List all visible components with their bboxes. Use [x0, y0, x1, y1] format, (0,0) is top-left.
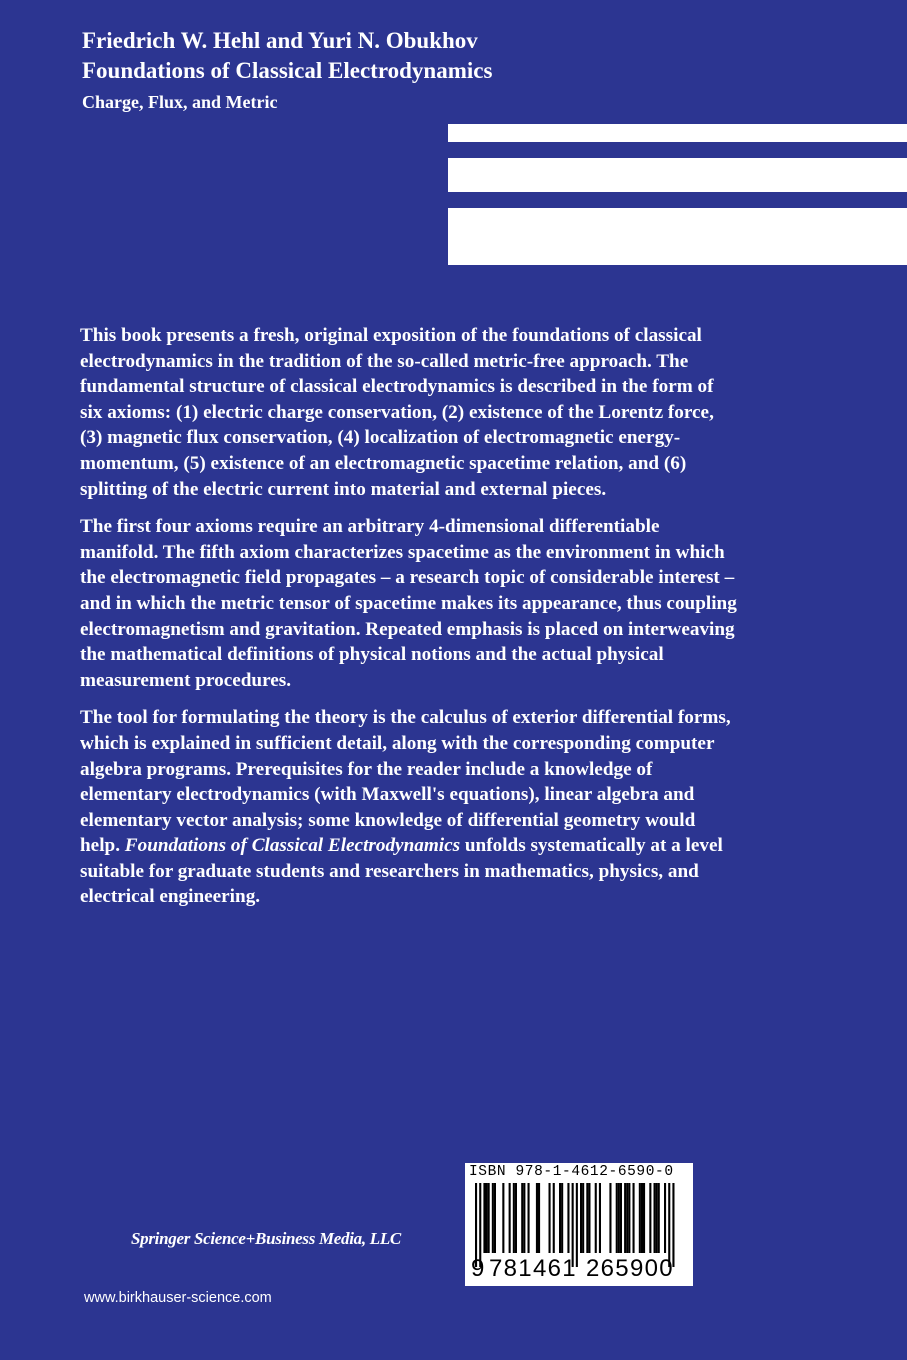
- barcode-bar: [567, 1183, 569, 1253]
- book-title: Foundations of Classical Electrodynamics: [82, 58, 493, 83]
- barcode-bar: [521, 1183, 523, 1253]
- decorative-stripe-2: [448, 158, 907, 192]
- isbn-label: ISBN 978-1-4612-6590-0: [469, 1164, 674, 1180]
- barcode-bar: [620, 1183, 622, 1253]
- paragraph-3-italic-title: Foundations of Classical Electrodynamics: [124, 835, 461, 857]
- barcode-digit-group-1: 781461: [489, 1255, 577, 1282]
- paragraph-3-text-a: The tool for formulating the theory is the calculus of exterior differential forms, which is explained in sufficient detail, along with the corresponding computer algebra programs. Prerequisites for the reader include a knowledge of elementary electrodynamics (with Maxwell's equations), linear algebra and elementary vector analysis; some knowledge of differential geometry would help.: [80, 707, 731, 857]
- description-paragraph-2: The first four axioms require an arbitrary 4-dimensional differentiable manifold. The fifth axiom characterizes spacetime as the environment in which the electromagnetic field propagates – a research topic of considerable interest – and in which the metric tensor of spacetime makes its appearance, thus coupling electromagnetism and gravitation. Repeated emphasis is placed on interweaving the mathematical definitions of physical notions and the actual physical measurement procedures.: [80, 516, 737, 691]
- barcode-bar: [515, 1183, 517, 1253]
- publisher-website: www.birkhauser-science.com: [84, 1290, 272, 1306]
- barcode-bar: [618, 1183, 620, 1253]
- barcode-bar: [523, 1183, 525, 1253]
- isbn-barcode: [465, 1163, 693, 1286]
- barcode-bar: [656, 1183, 658, 1253]
- barcode-bar: [641, 1183, 643, 1253]
- barcode-digit-group-2: 265900: [586, 1255, 674, 1282]
- barcode-bar: [586, 1183, 588, 1253]
- barcode-bar: [502, 1183, 504, 1253]
- decorative-stripe-1: [448, 124, 907, 142]
- barcode-bar: [528, 1183, 530, 1253]
- barcode-bar: [549, 1183, 551, 1253]
- barcode-bar: [492, 1183, 494, 1253]
- barcode-bar: [626, 1183, 628, 1253]
- book-subtitle: Charge, Flux, and Metric: [82, 92, 278, 112]
- barcode-bar: [580, 1183, 582, 1253]
- barcode-bar: [599, 1183, 601, 1253]
- barcode-bar: [582, 1183, 584, 1253]
- barcode-bar: [509, 1183, 511, 1253]
- barcode-bar: [609, 1183, 611, 1253]
- barcode-bar: [633, 1183, 635, 1253]
- paragraph-3-text-b: unfolds systematically at a level suitable for graduate students and researchers in mathematics, physics, and electrical engineering.: [80, 835, 723, 908]
- description-paragraph-3: [80, 705, 740, 910]
- barcode-bar: [553, 1183, 555, 1253]
- barcode-bar: [664, 1183, 666, 1253]
- barcode-bar: [643, 1183, 645, 1253]
- barcode-bar: [639, 1183, 641, 1253]
- description-paragraph-1: This book presents a fresh, original exposition of the foundations of classical electrodynamics in the tradition of the so-called metric-free approach. The fundamental structure of classical electrodynamics is described in the form of six axioms: (1) electric charge conservation, (2) existence of the Lorentz force, (3) magnetic flux conservation, (4) localization of electromagnetic energy-momentum, (5) existence of an electromagnetic spacetime relation, and (6) splitting of the electric current into material and external pieces.: [80, 325, 714, 500]
- barcode-bar: [588, 1183, 590, 1253]
- barcode-bar: [624, 1183, 626, 1253]
- barcode-bar: [538, 1183, 540, 1253]
- barcode-bar: [513, 1183, 515, 1253]
- barcode-bar: [561, 1183, 563, 1253]
- barcode-bar: [483, 1183, 485, 1253]
- barcode-digit-first: 9: [471, 1255, 485, 1282]
- authors: Friedrich W. Hehl and Yuri N. Obukhov: [82, 28, 478, 53]
- barcode-bar: [488, 1183, 490, 1253]
- barcode-bar: [536, 1183, 538, 1253]
- book-description: [80, 323, 740, 922]
- barcode-bar: [649, 1183, 651, 1253]
- barcode-bar: [486, 1183, 488, 1253]
- cover-header: [82, 26, 782, 116]
- barcode-bar: [616, 1183, 618, 1253]
- barcode-bar: [595, 1183, 597, 1253]
- barcode-bar: [559, 1183, 561, 1253]
- barcode-bar: [628, 1183, 630, 1253]
- barcode-bar: [494, 1183, 496, 1253]
- publisher-name: Springer Science+Business Media, LLC: [131, 1229, 401, 1248]
- decorative-stripe-3: [448, 208, 907, 265]
- barcode-bar: [654, 1183, 656, 1253]
- barcode-bar: [658, 1183, 660, 1253]
